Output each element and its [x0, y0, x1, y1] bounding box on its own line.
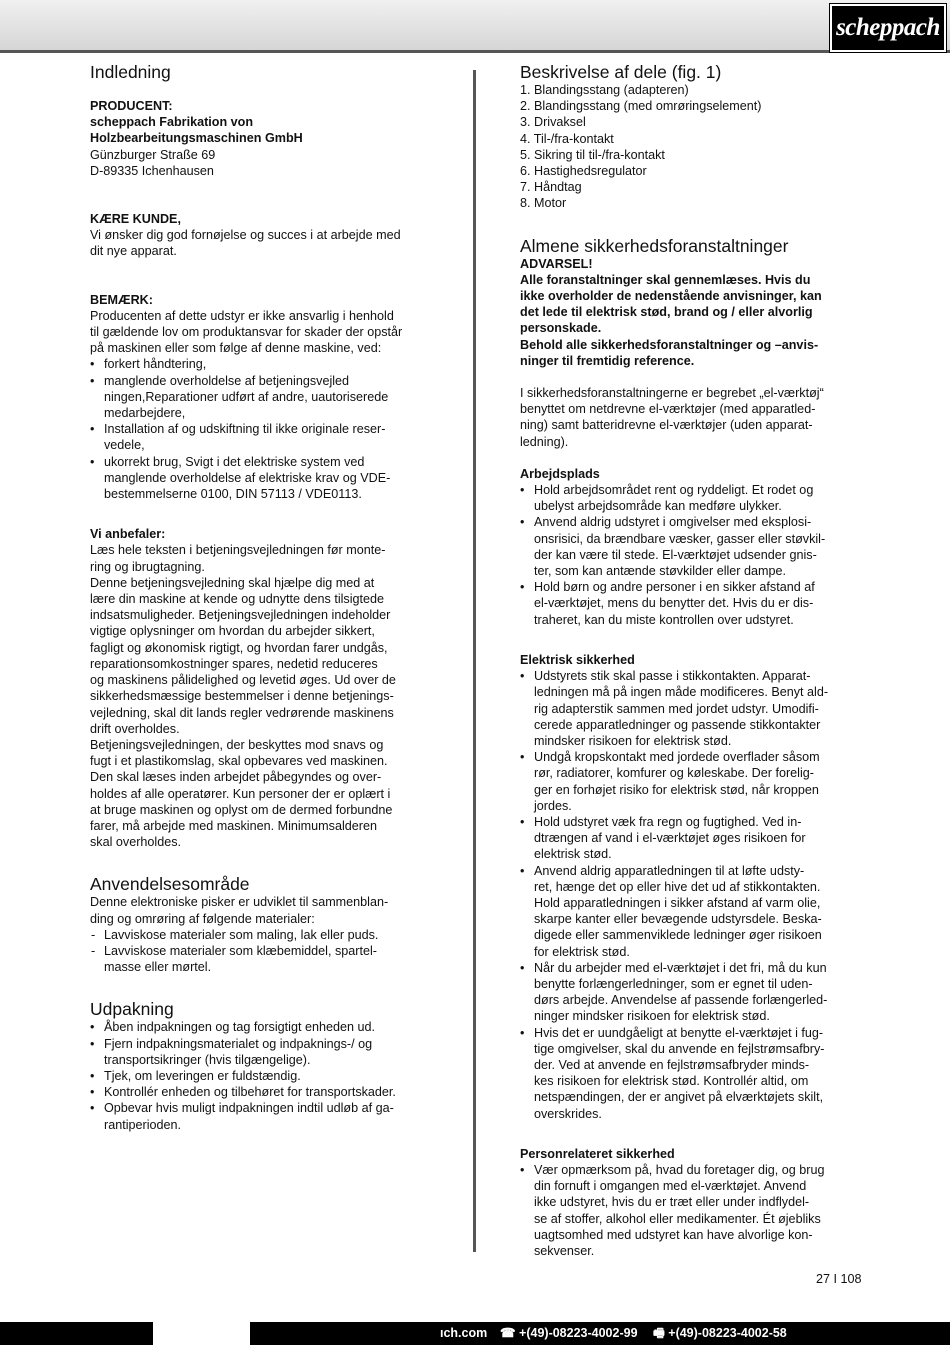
safety-heading: Almene sikkerhedsforanstaltninger — [520, 235, 789, 256]
footer-phone: ☎ +(49)-08223-4002-99 — [500, 1326, 638, 1340]
list-item: • Hold arbejdsområdet rent og ryddeligt. Et rodet og ubelyst arbejdsområde kan medføre ulykker. — [520, 482, 865, 514]
parts-list — [520, 82, 865, 212]
intro-heading: Indledning — [90, 62, 171, 82]
warning-text: Alle foranstaltninger skal gennemlæses. Hvis du ikke overholder de nedenstående anvisninger, kan det lede til elektrisk stød, brand og / eller alvorlig personskade. Behold alle sikkerhedsforanstaltninger og –anvis- ninger til fremtidig reference. — [520, 272, 822, 368]
dear-customer-label: KÆRE KUNDE, — [90, 212, 181, 227]
page-number: 27 I 108 — [816, 1272, 862, 1286]
list-item: 2. Blandingsstang (med omrøringselement) — [520, 99, 762, 114]
footer-left-block — [0, 1322, 153, 1345]
electrical-safety-heading: Elektrisk sikkerhed — [520, 652, 635, 667]
column-divider — [473, 70, 476, 1252]
list-item: • Åben indpakningen og tag forsigtigt enheden ud. — [90, 1019, 435, 1035]
list-item: • Kontrollér enheden og tilbehøret for transportskader. — [90, 1084, 435, 1100]
scheppach-logo: scheppach — [830, 4, 946, 52]
footer-contact — [250, 1322, 950, 1345]
definition-text: I sikkerhedsforanstaltningerne er begrebet „el-værktøj“ benyttet om netdrevne el-værktøjer (med apparatled- ning) samt batteridrevne el-værktøjer (uden apparat- ledning). — [520, 386, 824, 449]
personal-safety-heading: Personrelateret sikkerhed — [520, 1146, 675, 1161]
parts-heading: Beskrivelse af dele (fig. 1) — [520, 62, 722, 82]
list-item: • Anvend aldrig apparatledningen til at løfte udsty- ret, hænge det op eller hive det ud af stikkontakten. Hold apparatledningen i sikker afstand af varm olie, skarpe kanter eller bevægende udstyrsdele. Beska- digede eller sammenviklede ledninger øger risikoen for elektrisk stød. — [520, 863, 865, 960]
producer-street: Günzburger Straße 69 — [90, 147, 216, 162]
warning-label: ADVARSEL! — [520, 256, 593, 271]
electrical-safety-list — [520, 668, 865, 1122]
unpack-list — [90, 1019, 435, 1132]
list-item: • Installation af og udskiftning til ikke originale reser- vedele, — [90, 421, 435, 453]
footer-bar — [0, 1322, 950, 1345]
list-item: • manglende overholdelse af betjeningsvejled ningen,Reparationer udført af andre, uautoriserede medarbejdere, — [90, 373, 435, 422]
list-item: • Når du arbejder med el-værktøjet i det fri, må du kun benytte forlængerledninger, som er egnet til uden- dørs arbejde. Anvendelse af passende forlængerled- ninger mindsker risikoen for elektrisk stød. — [520, 960, 865, 1025]
list-item: 7. Håndtag — [520, 180, 582, 195]
list-item: • Undgå kropskontakt med jordede overflader såsom rør, radiatorer, komfurer og køleskabe. Der forelig- ger en forhøjet risiko for elektrisk stød, når kroppen jordes. — [520, 749, 865, 814]
note-text: Producenten af dette udstyr er ikke ansvarlig i henhold til gældende lov om produktansvar for skader der opstår på maskinen eller som følge af denne maskine, ved: — [90, 308, 403, 356]
work-area-heading: Arbejdsplads — [520, 466, 600, 481]
list-item: 1. Blandingsstang (adapteren) — [520, 83, 689, 97]
recommend-label: Vi anbefaler: — [90, 527, 166, 542]
note-label: BEMÆRK: — [90, 292, 153, 307]
footer-website[interactable]: ıch.com — [440, 1326, 488, 1340]
work-area-list — [520, 482, 865, 628]
list-item: 4. Til-/fra-kontakt — [520, 131, 614, 146]
right-column — [520, 62, 865, 1259]
dear-customer-text: Vi ønsker dig god fornøjelse og succes i at arbejde med dit nye apparat. — [90, 228, 401, 259]
footer-fax: 🖷 +(49)-08223-4002-58 — [653, 1326, 787, 1340]
list-item: 8. Motor — [520, 196, 567, 211]
list-item: • Udstyrets stik skal passe i stikkontakten. Apparat- ledningen må på ingen måde modificeres. Benyt ald- rig adapterstik sammen med jordet udstyr. Umodifi- cerede apparatledninger og passende stikkontakter mindsker risikoen for elektrisk stød. — [520, 668, 865, 749]
list-item: 3. Drivaksel — [520, 115, 586, 130]
unpack-heading: Udpakning — [90, 999, 174, 1020]
note-list — [90, 356, 435, 502]
use-text: Denne elektroniske pisker er udviklet til sammenblan- ding og omrøring af følgende materialer: — [90, 895, 389, 926]
producer-name-2: Holzbearbeitungsmaschinen GmbH — [90, 131, 303, 146]
producer-name-1: scheppach Fabrikation von — [90, 115, 254, 130]
list-item: - Lavviskose materialer som maling, lak eller puds. — [90, 927, 435, 943]
left-column — [90, 62, 435, 1133]
list-item: • forkert håndtering, — [90, 356, 435, 372]
list-item: • Fjern indpakningsmaterialet og indpaknings-/ og transportsikringer (hvis tilgængelige). — [90, 1036, 435, 1068]
list-item: • Hold udstyret væk fra regn og fugtighed. Ved in- dtrængen af vand i el-værktøjet øges risikoen for elektrisk stød. — [520, 814, 865, 863]
list-item: • Anvend aldrig udstyret i omgivelser med eksplosi- onsrisici, da brændbare væsker, gasser eller støvkil- der kan være til stede. El-værktøjet udsender gnis- ter, som kan antænde støvkilder eller dampe. — [520, 514, 865, 579]
list-item: • ukorrekt brug, Svigt i det elektriske system ved manglende overholdelse af elektriske krav og VDE- bestemmelserne 0100, DIN 57113 / VDE0113. — [90, 454, 435, 503]
list-item: 5. Sikring til til-/fra-kontakt — [520, 147, 665, 162]
list-item: - Lavviskose materialer som klæbemiddel, spartel- masse eller mørtel. — [90, 943, 435, 975]
producer-label: PRODUCENT: — [90, 99, 173, 113]
header-bar — [0, 0, 950, 53]
list-item: 6. Hastighedsregulator — [520, 164, 647, 179]
use-heading: Anvendelsesområde — [90, 874, 250, 895]
list-item: • Tjek, om leveringen er fuldstændig. — [90, 1068, 435, 1084]
recommend-text: Læs hele teksten i betjeningsvejledningen før monte- ring og ibrugtagning. Denne betjeningsvejledning skal hjælpe dig med at lære din maskine at kende og udnytte dens tilsigtede indsatsmuligheder. Betjeningsvejledningen indeholder vigtige oplysninger om hvordan du arbejder sikkert, fagligt og økonomisk rigtigt, og hvordan farer undgås, reparationsomkostninger spares, nedetid reduceres og maskinens pålidelighed og levetid øges. Ud over de sikkerhedsmæssige bestemmelser i denne betjenings- vejledning, skal dit lands regler vedrørende maskinens drift overholdes. Betjeningsvejledningen, der beskyttes mod snavs og fugt i et plastikomslag, skal opbevares ved maskinen. Den skal læses inden arbejdet påbegyndes og over- holdes af alle operatører. Kun personer der er oplært i at bruge maskinen og oplyst om de dermed forbundne farer, må arbejde med maskinen. Minimumsalderen skal overholdes. — [90, 543, 396, 850]
list-item: • Hvis det er uundgåeligt at benytte el-værktøjet i fug- tige omgivelser, skal du anvende en fejlstrømsafbry- der. Ved at anvende en fejlstrømsafbryder minds- kes risikoen for elektrisk stød. Kontrollér altid, om netspændingen, der er angivet på elværktøjets skilt, overskrides. — [520, 1025, 865, 1122]
personal-safety-list — [520, 1162, 865, 1259]
producer-city: D-89335 Ichenhausen — [90, 163, 214, 178]
list-item: • Opbevar hvis muligt indpakningen indtil udløb af ga- rantiperioden. — [90, 1100, 435, 1132]
list-item: • Hold børn og andre personer i en sikker afstand af el-værktøjet, mens du benytter det. Hvis du er dis- traheret, kan du miste kontrollen over udstyret. — [520, 579, 865, 628]
list-item: • Vær opmærksom på, hvad du foretager dig, og brug din fornuft i omgangen med el-værktøjet. Anvend ikke udstyret, hvis du er træt eller under indflydel- se af stoffer, alkohol eller medikamenter. Ét øjebliks uagtsomhed med udstyret kan have alvorlige kon- sekvenser. — [520, 1162, 865, 1259]
use-list — [90, 927, 435, 976]
